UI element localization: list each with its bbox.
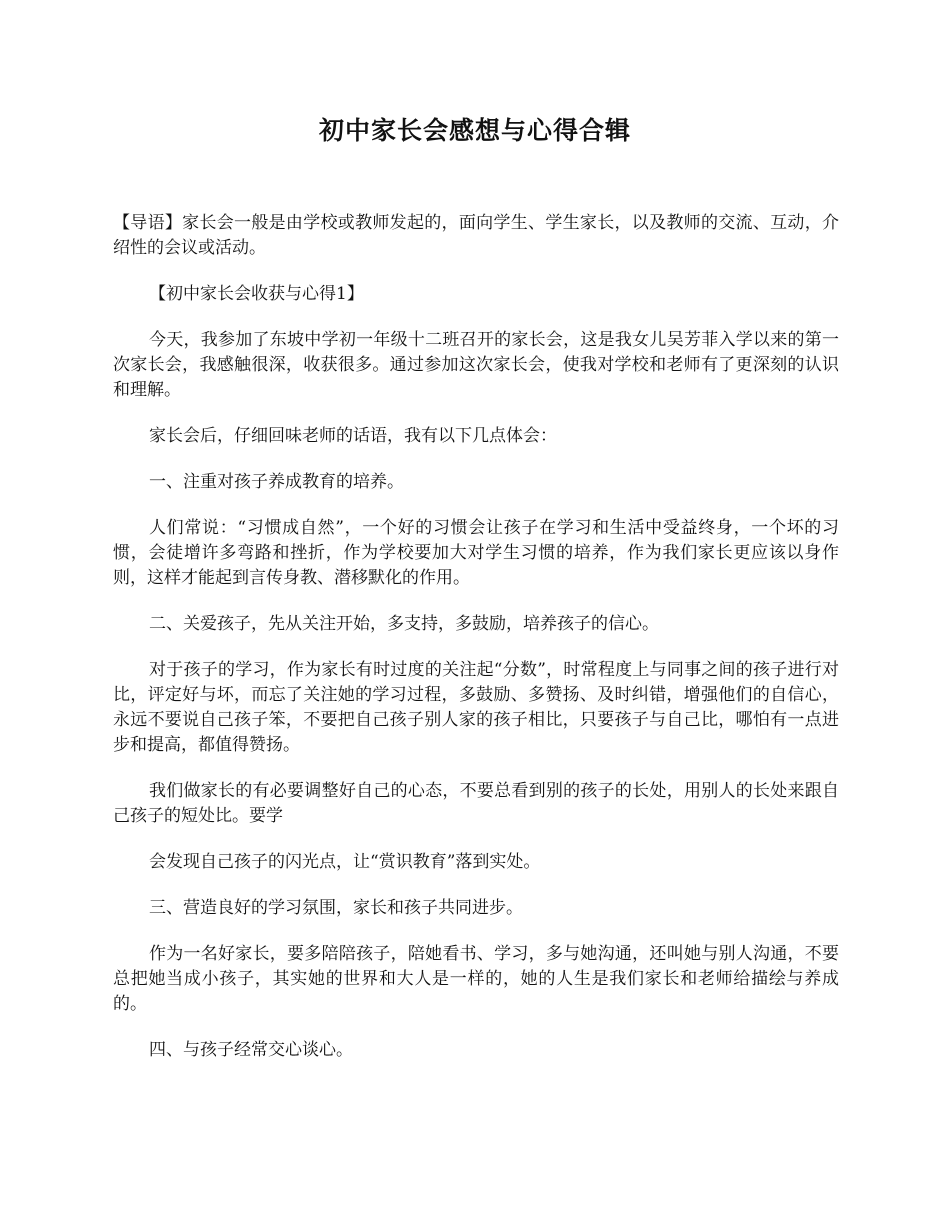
intro-paragraph: 【导语】家长会一般是由学校或教师发起的，面向学生、学生家长，以及教师的交流、互动，介绍性的会议或活动。 bbox=[113, 213, 839, 258]
body-paragraph: 今天，我参加了东坡中学初一年级十二班召开的家长会，这是我女儿吴芳菲入学以来的第一次家长会，我感触很深，收获很多。通过参加这次家长会，使我对学校和老师有了更深刻的认识和理解。 bbox=[113, 330, 839, 400]
document-body bbox=[113, 211, 839, 1084]
point-heading: 一、注重对孩子养成教育的培养。 bbox=[149, 472, 404, 492]
point-heading: 三、营造良好的学习氛围，家长和孩子共同进步。 bbox=[149, 898, 523, 918]
body-paragraph: 对于孩子的学习，作为家长有时过度的关注起“分数”，时常程度上与同事之间的孩子进行对比，评定好与坏，而忘了关注她的学习过程，多鼓励、多赞扬、及时纠错，增强他们的自信心，永远不要说自己孩子笨，不要把自己孩子别人家的孩子相比，只要孩子与自己比，哪怕有一点进步和提高，都值得赞扬。 bbox=[113, 660, 839, 755]
body-paragraph: 家长会后，仔细回味老师的话语，我有以下几点体会： bbox=[149, 426, 557, 446]
body-paragraph: 作为一名好家长，要多陪陪孩子，陪她看书、学习，多与她沟通，还叫她与别人沟通，不要总把她当成小孩子，其实她的世界和大人是一样的，她的人生是我们家长和老师给描绘与养成的。 bbox=[113, 944, 839, 1014]
section-heading: 【初中家长会收获与心得1】 bbox=[149, 284, 364, 304]
point-heading: 四、与孩子经常交心谈心。 bbox=[149, 1040, 353, 1060]
point-heading: 二、关爱孩子，先从关注开始，多支持，多鼓励，培养孩子的信心。 bbox=[149, 614, 659, 634]
body-paragraph: 人们常说：“习惯成自然”，一个好的习惯会让孩子在学习和生活中受益终身，一个坏的习惯，会徒增许多弯路和挫折，作为学校要加大对学生习惯的培养，作为我们家长更应该以身作则，这样才能起到言传身教、潜移默化的作用。 bbox=[113, 518, 839, 588]
document-title: 初中家长会感想与心得合辑 bbox=[318, 116, 631, 145]
body-paragraph: 会发现自己孩子的闪光点，让“赏识教育”落到实处。 bbox=[149, 852, 541, 872]
body-paragraph: 我们做家长的有必要调整好自己的心态，不要总看到别的孩子的长处，用别人的长处来跟自己孩子的短处比。要学 bbox=[113, 781, 839, 826]
